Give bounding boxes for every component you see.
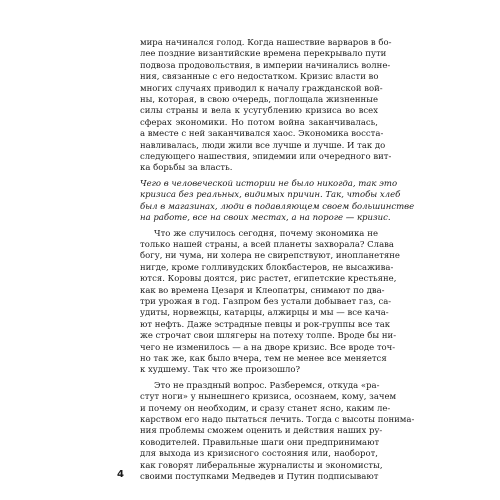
text-line: но так же, как было вчера, тем не менее все меняется	[140, 353, 387, 364]
text-line: ния проблемы сможем оценить и действия наших ру-	[140, 426, 383, 437]
text-line: сферах экономики. Но потом война заканчивалась,	[140, 117, 378, 128]
text-line: силы страны и вела к усугублению кризиса во всех	[140, 106, 378, 117]
text-line: только нашей страны, а всей планеты захворала? Слава	[140, 239, 394, 250]
paragraph-3	[140, 380, 415, 484]
text-line: же строчат свои шлягеры на потеху толпе. Вроде бы ни-	[140, 331, 397, 342]
text-line: нигде, кроме голливудских блокбастеров, не высажива-	[140, 262, 394, 273]
text-line: стут ноги» у нынешнего кризиса, осознаем, кому, зачем	[140, 392, 397, 403]
text-line: удиты, норвежцы, катарцы, алжирцы и мы — все кача-	[140, 308, 389, 319]
text-line: чего не изменилось — а на дворе кризис. Все вроде точ-	[140, 342, 396, 353]
text-line: на работе, все на своих местах, а на пороге — кризис.	[140, 213, 391, 224]
text-line: три урожая в год. Газпром без устали добывает газ, са-	[140, 296, 392, 307]
text-line: ны, которая, в свою очередь, поглощала жизненные	[140, 95, 378, 106]
text-line: как говорят либеральные журналисты и экономисты,	[140, 460, 383, 471]
text-line: богу, ни чума, ни холера не свирепствуют, инопланетяне	[140, 251, 400, 262]
text-line: ководителей. Правильные шаги они предпринимают	[140, 437, 380, 448]
page-number: 4	[117, 469, 124, 480]
text-line: а вместе с ней заканчивался хаос. Экономика восста-	[140, 129, 384, 140]
paragraph-2	[140, 228, 400, 377]
text-line: и почему он необходим, и сразу станет ясно, каким ле-	[140, 403, 391, 414]
text-line: Чего в человеческой истории не было никогда, так это	[140, 178, 398, 189]
text-line: подвоза продовольствия, в империи начинались волне-	[140, 60, 391, 71]
text-line: своими поступками Медведев и Путин подписывают	[140, 472, 379, 483]
text-line: карством его надо пытаться лечить. Тогда с высоты понима-	[140, 415, 415, 425]
text-line: следующего нашествия, эпидемии или очередного вит-	[140, 152, 392, 163]
text-line: ния, связанные с его недостатком. Кризис власти во	[140, 72, 379, 83]
italic-quote-paragraph	[140, 178, 415, 225]
text-line: к худшему. Так что же произошло?	[140, 365, 301, 376]
text-line: многих случаях приводил к началу гражданской вой-	[140, 83, 383, 94]
text-line: как во времена Цезаря и Клеопатры, снимают по два-	[140, 285, 385, 296]
text-line: был в магазинах, люди в подавляющем своем большинстве	[140, 201, 415, 212]
text-line: мира начинался голод. Когда нашествие варваров в бо-	[140, 38, 392, 48]
text-line: для выхода из кризисного состояния или, наоборот,	[140, 449, 378, 460]
text-line: Что же случилось сегодня, почему экономика не	[154, 228, 378, 239]
body-text	[140, 38, 415, 483]
text-line: ются. Коровы доятся, рис растет, египетские крестьяне,	[140, 274, 397, 285]
text-line: лее поздние византийские времена перекрывало пути	[140, 49, 387, 60]
text-line: Это не праздный вопрос. Разберемся, откуда «ра-	[154, 380, 380, 391]
text-line: кризиса без реальных, видимых причин. Так, чтобы хлеб	[140, 190, 401, 201]
text-line: навливалась, люди жили все лучше и лучше. И так до	[140, 140, 386, 151]
text-line: ют нефть. Даже эстрадные певцы и рок-группы все так	[140, 319, 391, 330]
paragraph-1	[140, 38, 392, 175]
text-line: ка борьбы за власть.	[140, 163, 233, 174]
